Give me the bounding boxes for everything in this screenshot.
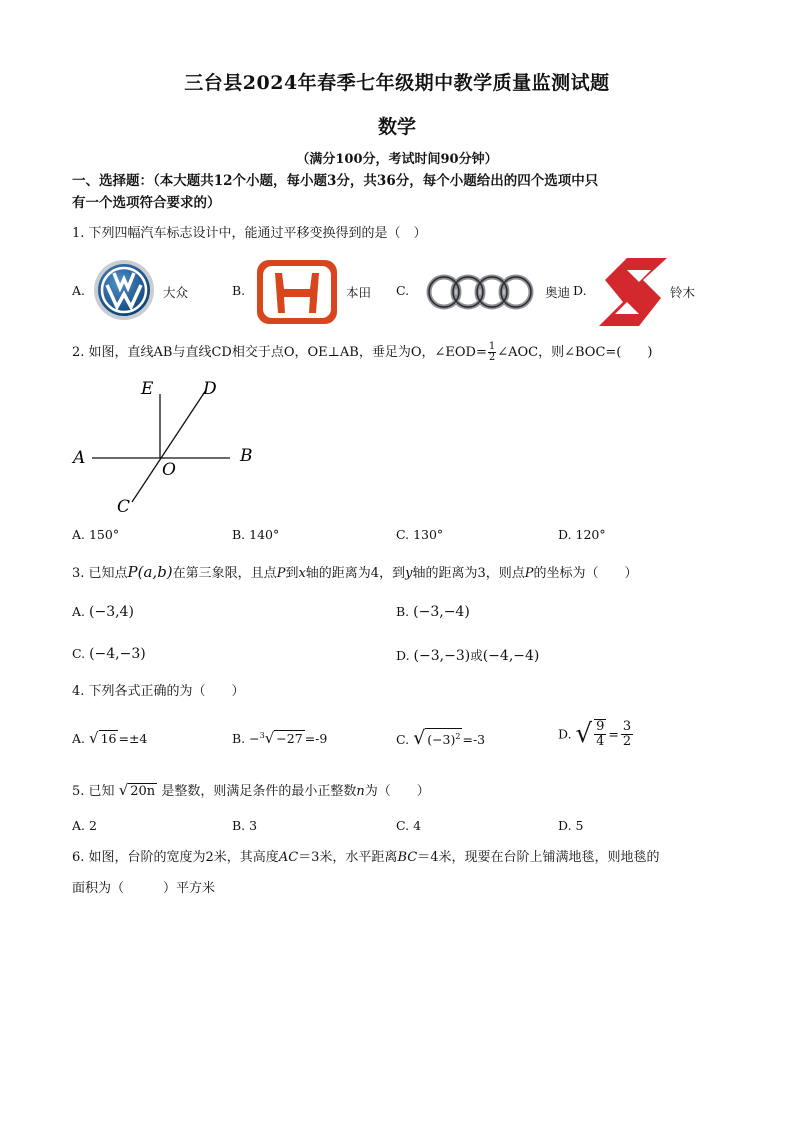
suzuki-logo-icon xyxy=(597,256,669,328)
q4-option-b xyxy=(232,729,327,747)
exam-meta: （满分100分，考试时间90分钟） xyxy=(296,152,498,167)
q4-option-a-letter: A. xyxy=(72,731,86,746)
q6-line1-part-a: 6. 如图，台阶的宽度为2米，其高度 xyxy=(72,850,279,865)
q3-option-b-letter: B. xyxy=(396,604,410,619)
q5-n: n xyxy=(356,784,365,799)
q4-option-d-rnum: 3 xyxy=(622,718,632,734)
q3-option-d-or: 或 xyxy=(470,648,483,663)
q4-option-a xyxy=(72,729,147,747)
q5-option-b: B. 3 xyxy=(232,818,258,833)
q3-option-a xyxy=(72,604,134,620)
q3-option-c-letter: C. xyxy=(72,646,86,661)
q4-option-b-index: 3 xyxy=(259,730,265,740)
radical-sign-icon: √ xyxy=(118,781,129,799)
q5-stem-part-b: 是整数，则满足条件的最小正整数 xyxy=(161,784,357,799)
q4-option-d-eq: = xyxy=(608,726,619,742)
q2-option-c: C. 130° xyxy=(396,527,444,542)
q4-option-d-num: 9 xyxy=(596,719,605,734)
q4-option-a-radicand: 16 xyxy=(100,731,117,746)
question-6-line2: 面积为（ ）平方米 xyxy=(72,881,216,896)
line-cd xyxy=(132,390,206,502)
audi-logo-icon xyxy=(424,270,536,314)
q5-option-a: A. 2 xyxy=(72,818,97,833)
q2-option-b: B. 140° xyxy=(232,527,280,542)
q2-stem-part-b: ∠AOC，则∠BOC=( ) xyxy=(497,345,653,360)
question-1-stem: 1. 下列四幅汽车标志设计中，能通过平移变换得到的是（ ） xyxy=(72,226,427,241)
q3-x: x xyxy=(298,566,306,581)
radical-sign-icon: √ xyxy=(575,719,593,749)
section-heading-line2: 有一个选项符合要求的） xyxy=(72,195,221,211)
q5-option-d: D. 5 xyxy=(558,818,584,833)
q1-option-c-letter: C. xyxy=(396,283,410,298)
q2-option-d: D. 120° xyxy=(558,527,606,542)
question-6-line1 xyxy=(72,848,659,868)
question-2-stem xyxy=(72,342,652,363)
q3-stem-part-c: 到 xyxy=(285,566,299,581)
q5-radicand: 20n xyxy=(130,784,156,799)
q3-option-b-value: (−3,−4) xyxy=(413,604,470,620)
q1-option-a-name: 大众 xyxy=(163,285,189,300)
radical-sign-icon: √ xyxy=(89,729,99,747)
question-4-stem: 4. 下列各式正确的为（ ） xyxy=(72,684,245,699)
radical-sign-icon: √ xyxy=(264,729,275,747)
q5-stem-part-c: 为（ ） xyxy=(364,784,430,799)
q4-option-b-rest: =-9 xyxy=(304,731,328,746)
question-5-stem xyxy=(72,780,430,802)
label-e: E xyxy=(141,379,154,399)
q4-option-d-letter: D. xyxy=(558,726,572,742)
q4-option-c-rest: =-3 xyxy=(462,732,486,747)
q4-option-c-radicand-wrap xyxy=(425,728,462,748)
q4-option-b-radicand: −27 xyxy=(276,731,303,746)
q3-option-c-value: (−4,−3) xyxy=(89,646,146,662)
q2-fraction-den: 2 xyxy=(488,352,496,363)
volkswagen-logo-icon xyxy=(93,259,155,321)
q3-p1: P xyxy=(276,566,286,581)
subject-title: 数学 xyxy=(377,116,416,138)
q1-option-b-name: 本田 xyxy=(346,285,372,300)
q1-option-d-letter: D. xyxy=(573,283,587,298)
label-c: C xyxy=(117,497,131,517)
q6-ac: AC xyxy=(278,850,299,865)
q6-bc: BC xyxy=(397,850,418,865)
q4-option-b-letter: B. xyxy=(232,731,246,746)
q4-option-d-den: 4 xyxy=(596,734,605,749)
q3-stem-part-f: 的坐标为（ ） xyxy=(533,566,638,581)
q4-option-d-rden: 2 xyxy=(622,733,632,749)
q2-option-a: A. 150° xyxy=(72,527,120,542)
q1-option-b-letter: B. xyxy=(232,283,246,298)
q4-option-d-fraction xyxy=(594,719,606,749)
q3-option-d-letter: D. xyxy=(396,648,410,663)
q6-line1-part-c: ＝4米，现要在台阶上铺满地毯，则地毯的 xyxy=(417,850,660,865)
q3-p2: P xyxy=(524,566,534,581)
q3-option-a-letter: A. xyxy=(72,604,86,619)
q3-stem-part-d: 轴的距离为4，到 xyxy=(305,566,406,581)
q2-stem-part-a: 2. 如图，直线AB与直线CD相交于点O，OE⊥AB，垂足为O，∠EOD= xyxy=(72,345,487,360)
section-heading-line1: 一、选择题：（本大题共12个小题，每小题3分，共36分，每个小题给出的四个选项中只 xyxy=(72,173,599,189)
q3-option-a-value: (−3,4) xyxy=(89,604,134,620)
q4-option-c xyxy=(396,727,485,749)
section-heading xyxy=(72,170,732,214)
q1-option-a-letter: A. xyxy=(72,283,86,298)
q3-point: P(a,b) xyxy=(127,563,173,581)
question-3-stem xyxy=(72,562,637,584)
q4-option-c-letter: C. xyxy=(396,732,410,747)
q3-option-d-value-a: (−3,−3) xyxy=(413,648,471,664)
q3-stem-part-e: 轴的距离为3，则点 xyxy=(412,566,525,581)
q2-fraction xyxy=(488,342,496,363)
label-b: B xyxy=(240,446,253,466)
q3-option-b xyxy=(396,604,470,620)
q3-option-c xyxy=(72,646,146,662)
q3-option-d-value-b: (−4,−4) xyxy=(482,648,540,664)
label-o: O xyxy=(162,460,176,480)
q4-option-c-exp: 2 xyxy=(455,731,461,741)
q4-option-a-rest: =±4 xyxy=(118,731,148,746)
q3-option-d xyxy=(396,646,539,664)
radical-sign-icon: √ xyxy=(413,727,426,749)
q1-option-d-name: 铃木 xyxy=(670,285,696,300)
q3-stem-part-a: 3. 已知点 xyxy=(72,566,128,581)
q4-option-c-radicand: (−3) xyxy=(427,732,456,747)
q1-option-c-name: 奥迪 xyxy=(545,285,571,300)
exam-title: 三台县2024年春季七年级期中教学质量监测试题 xyxy=(184,72,610,94)
q2-figure xyxy=(68,372,268,520)
q5-stem-part-a: 5. 已知 xyxy=(72,784,115,799)
q3-stem-part-b: 在第三象限，且点 xyxy=(172,566,277,581)
q5-option-c: C. 4 xyxy=(396,818,422,833)
q4-option-b-prefix: − xyxy=(249,731,260,746)
q3-y: y xyxy=(405,566,413,581)
q2-fraction-num: 1 xyxy=(488,341,496,352)
honda-logo-icon xyxy=(256,259,338,325)
label-d: D xyxy=(203,379,217,399)
q4-option-d xyxy=(558,719,635,749)
q4-option-d-result xyxy=(621,720,633,749)
q6-line1-part-b: ＝3米，水平距离 xyxy=(298,850,398,865)
label-a: A xyxy=(73,448,86,468)
